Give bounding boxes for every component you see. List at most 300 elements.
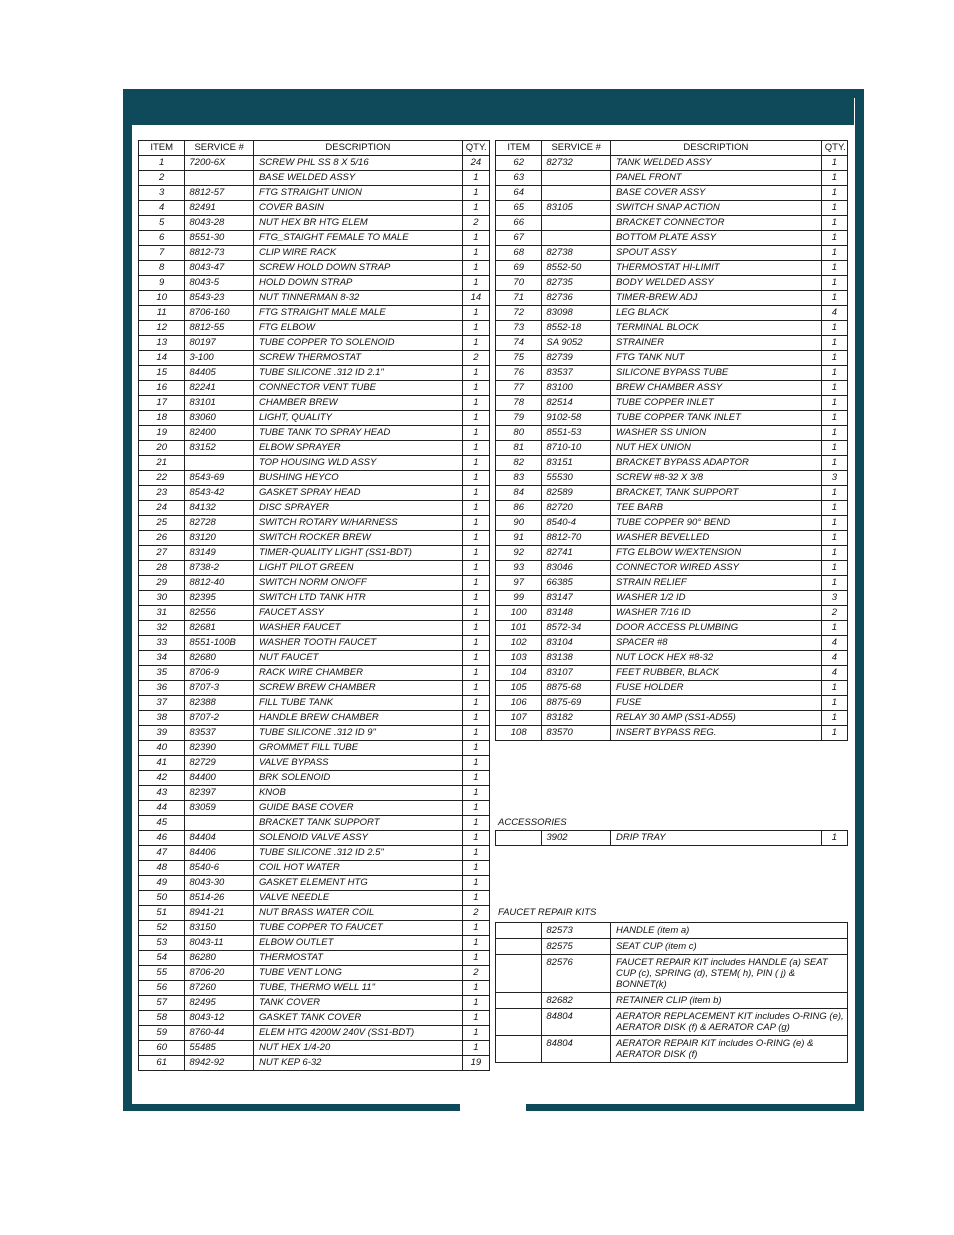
table-cell: 82729 [185, 756, 254, 771]
table-cell: 77 [496, 381, 542, 396]
table-cell: 1 [821, 576, 847, 591]
table-cell: STRAIN RELIEF [610, 576, 821, 591]
table-cell: 83570 [542, 726, 611, 741]
table-cell: 19 [462, 1056, 489, 1071]
table-cell [185, 816, 254, 831]
table-cell: WASHER TOOTH FAUCET [253, 636, 462, 651]
table-row [496, 396, 848, 411]
table-cell: 82388 [185, 696, 254, 711]
table-cell: 5 [139, 216, 185, 231]
table-cell: 60 [139, 1041, 185, 1056]
table-cell: FTG_STAIGHT FEMALE TO MALE [253, 231, 462, 246]
table-cell: KNOB [253, 786, 462, 801]
table-row [139, 966, 490, 981]
table-cell: 8875-69 [542, 696, 611, 711]
table-cell: SWITCH LTD TANK HTR [253, 591, 462, 606]
table-cell: GASKET ELEMENT HTG [253, 876, 462, 891]
table-cell: TIMER-BREW ADJ [610, 291, 821, 306]
table-cell: FUSE [610, 696, 821, 711]
table-cell: 1 [462, 1026, 489, 1041]
table-cell: DISC SPRAYER [253, 501, 462, 516]
table-cell: SCREW HOLD DOWN STRAP [253, 261, 462, 276]
table-cell: 8941-21 [185, 906, 254, 921]
table-cell: 35 [139, 666, 185, 681]
table-cell: 8552-50 [542, 261, 611, 276]
table-row [139, 1026, 490, 1041]
table-cell: 80197 [185, 336, 254, 351]
table-cell: LIGHT PILOT GREEN [253, 561, 462, 576]
table-row [139, 516, 490, 531]
table-cell: 59 [139, 1026, 185, 1041]
table-cell: 1 [462, 786, 489, 801]
table-cell: 8710-10 [542, 441, 611, 456]
table-cell: 1 [462, 981, 489, 996]
table-cell [496, 955, 542, 993]
table-cell: TIMER-QUALITY LIGHT (SS1-BDT) [253, 546, 462, 561]
table-cell: 67 [496, 231, 542, 246]
table-cell: 1 [821, 216, 847, 231]
table-cell: 1 [462, 891, 489, 906]
table-cell: 82735 [542, 276, 611, 291]
table-cell: NUT LOCK HEX #8-32 [610, 651, 821, 666]
table-cell: 84804 [542, 1009, 611, 1036]
table-cell: 1 [821, 546, 847, 561]
table-cell: 75 [496, 351, 542, 366]
table-cell: 82720 [542, 501, 611, 516]
table-cell: 1 [821, 291, 847, 306]
table-cell: 1 [821, 831, 847, 846]
table-cell: 3 [821, 471, 847, 486]
table-cell: 83100 [542, 381, 611, 396]
table-row [139, 486, 490, 501]
table-cell: 1 [821, 276, 847, 291]
table-cell: 83152 [185, 441, 254, 456]
table-cell: FTG ELBOW W/EXTENSION [610, 546, 821, 561]
table-cell: 4 [821, 636, 847, 651]
table-cell: 1 [462, 591, 489, 606]
table-cell [496, 1036, 542, 1063]
table-cell: 8707-2 [185, 711, 254, 726]
table-cell: SA 9052 [542, 336, 611, 351]
table-cell: 63 [496, 171, 542, 186]
table-cell: 55530 [542, 471, 611, 486]
table-row [139, 246, 490, 261]
table-cell: 2 [821, 606, 847, 621]
table-cell: 8706-20 [185, 966, 254, 981]
col-item: ITEM [139, 141, 185, 156]
table-cell: 24 [139, 501, 185, 516]
table-cell: ELEM HTG 4200W 240V (SS1-BDT) [253, 1026, 462, 1041]
table-cell: HANDLE BREW CHAMBER [253, 711, 462, 726]
table-cell: FAUCET REPAIR KIT includes HANDLE (a) SEAT CUP (c), SPRING (d), STEM( h), PIN ( j) & BONNET(k) [610, 955, 847, 993]
table-row [496, 261, 848, 276]
table-cell: 1 [462, 501, 489, 516]
table-cell: 16 [139, 381, 185, 396]
table-cell: 8543-23 [185, 291, 254, 306]
table-cell: BRACKET BYPASS ADAPTOR [610, 456, 821, 471]
table-cell: 81 [496, 441, 542, 456]
table-cell: 66385 [542, 576, 611, 591]
table-cell: 10 [139, 291, 185, 306]
table-cell: 1 [821, 531, 847, 546]
table-row [496, 321, 848, 336]
table-cell: 1 [821, 321, 847, 336]
table-row [496, 201, 848, 216]
table-row [496, 171, 848, 186]
table-cell: 1 [462, 561, 489, 576]
table-cell: FTG STRAIGHT MALE MALE [253, 306, 462, 321]
table-cell: 64 [496, 186, 542, 201]
table-cell: 28 [139, 561, 185, 576]
table-cell: FILL TUBE TANK [253, 696, 462, 711]
table-row [139, 156, 490, 171]
table-cell: 82241 [185, 381, 254, 396]
table-cell: 1 [462, 231, 489, 246]
table-cell: 51 [139, 906, 185, 921]
table-cell: 1 [462, 876, 489, 891]
table-row [139, 1041, 490, 1056]
table-cell: 1 [462, 336, 489, 351]
table-cell: 82680 [185, 651, 254, 666]
table-cell: 82400 [185, 426, 254, 441]
table-cell: 106 [496, 696, 542, 711]
table-cell: 1 [821, 561, 847, 576]
table-cell: STRAINER [610, 336, 821, 351]
table-cell: 8706-160 [185, 306, 254, 321]
table-cell: 9 [139, 276, 185, 291]
table-row [139, 936, 490, 951]
table-cell: 2 [462, 906, 489, 921]
table-cell: 84132 [185, 501, 254, 516]
table-cell: 8043-47 [185, 261, 254, 276]
table-row [139, 771, 490, 786]
table-cell: CHAMBER BREW [253, 396, 462, 411]
table-row [496, 246, 848, 261]
table-cell: BODY WELDED ASSY [610, 276, 821, 291]
table-cell: 83537 [542, 366, 611, 381]
col-service: SERVICE # [542, 141, 611, 156]
table-cell: LIGHT, QUALITY [253, 411, 462, 426]
table-cell: 108 [496, 726, 542, 741]
table-cell: THERMOSTAT [253, 951, 462, 966]
table-cell: 69 [496, 261, 542, 276]
table-row [139, 906, 490, 921]
table-cell: TUBE COPPER TANK INLET [610, 411, 821, 426]
table-cell: BOTTOM PLATE ASSY [610, 231, 821, 246]
table-cell: 66 [496, 216, 542, 231]
table-cell: 1 [821, 486, 847, 501]
table-cell: 1 [462, 276, 489, 291]
table-cell: 1 [462, 756, 489, 771]
table-cell: 2 [462, 351, 489, 366]
table-row [496, 486, 848, 501]
table-cell: 8514-26 [185, 891, 254, 906]
table-cell: 4 [821, 666, 847, 681]
table-cell: 84404 [185, 831, 254, 846]
table-cell: 44 [139, 801, 185, 816]
table-row [139, 711, 490, 726]
table-cell: 8043-12 [185, 1011, 254, 1026]
table-cell: 80 [496, 426, 542, 441]
table-cell: 1 [462, 996, 489, 1011]
table-cell: 72 [496, 306, 542, 321]
table-cell: NUT FAUCET [253, 651, 462, 666]
table-cell: 53 [139, 936, 185, 951]
table-cell: 84 [496, 486, 542, 501]
table-row [139, 201, 490, 216]
table-cell: CLIP WIRE RACK [253, 246, 462, 261]
table-cell: 1 [821, 186, 847, 201]
table-cell: 1 [821, 156, 847, 171]
table-cell: 8543-69 [185, 471, 254, 486]
table-row [496, 471, 848, 486]
table-row [496, 576, 848, 591]
table-row [139, 186, 490, 201]
table-cell: 1 [462, 606, 489, 621]
table-cell: GASKET TANK COVER [253, 1011, 462, 1026]
table-cell: SCREW BREW CHAMBER [253, 681, 462, 696]
table-cell: 41 [139, 756, 185, 771]
col-qty: QTY. [821, 141, 847, 156]
table-cell: 52 [139, 921, 185, 936]
table-cell: 1 [462, 381, 489, 396]
table-cell: 1 [462, 771, 489, 786]
table-row [496, 591, 848, 606]
table-row [139, 441, 490, 456]
table-row [139, 591, 490, 606]
table-cell: NUT KEP 6-32 [253, 1056, 462, 1071]
table-cell: 1 [462, 471, 489, 486]
table-cell: 8812-57 [185, 186, 254, 201]
table-cell: TUBE COPPER INLET [610, 396, 821, 411]
table-cell: 31 [139, 606, 185, 621]
table-cell: 8812-70 [542, 531, 611, 546]
table-cell: 36 [139, 681, 185, 696]
table-cell: 48 [139, 861, 185, 876]
table-cell: 8760-44 [185, 1026, 254, 1041]
table-cell: 1 [462, 636, 489, 651]
table-cell: 56 [139, 981, 185, 996]
table-row [496, 651, 848, 666]
table-cell: 83182 [542, 711, 611, 726]
table-cell: 78 [496, 396, 542, 411]
table-cell: 30 [139, 591, 185, 606]
table-cell: 83101 [185, 396, 254, 411]
table-cell: SEAT CUP (item c) [610, 939, 847, 955]
table-cell: 42 [139, 771, 185, 786]
table-cell: TUBE SILICONE .312 ID 2.5" [253, 846, 462, 861]
table-cell: 82739 [542, 351, 611, 366]
table-cell: 84405 [185, 366, 254, 381]
table-cell: SCREW #8-32 X 3/8 [610, 471, 821, 486]
table-row [139, 831, 490, 846]
table-row [139, 411, 490, 426]
table-cell: 8551-100B [185, 636, 254, 651]
faucet-kits-table [495, 922, 848, 1063]
table-cell: 87260 [185, 981, 254, 996]
table-cell: 83098 [542, 306, 611, 321]
table-cell: 2 [462, 966, 489, 981]
table-cell: FTG TANK NUT [610, 351, 821, 366]
table-cell: 6 [139, 231, 185, 246]
table-row [139, 546, 490, 561]
table-cell: ELBOW SPRAYER [253, 441, 462, 456]
table-cell: 93 [496, 561, 542, 576]
table-cell: 99 [496, 591, 542, 606]
table-cell: 1 [462, 201, 489, 216]
table-cell: 1 [821, 726, 847, 741]
table-cell: 83138 [542, 651, 611, 666]
table-cell: 33 [139, 636, 185, 651]
table-cell: 50 [139, 891, 185, 906]
table-cell: 27 [139, 546, 185, 561]
table-row [496, 156, 848, 171]
table-row [496, 1009, 848, 1036]
table-cell: 8552-18 [542, 321, 611, 336]
table-cell: 84804 [542, 1036, 611, 1063]
table-row [496, 336, 848, 351]
table-cell: INSERT BYPASS REG. [610, 726, 821, 741]
table-cell: RACK WIRE CHAMBER [253, 666, 462, 681]
table-cell: 82738 [542, 246, 611, 261]
table-row [139, 1056, 490, 1071]
table-cell [542, 186, 611, 201]
table-cell: 8812-55 [185, 321, 254, 336]
table-cell: VALVE BYPASS [253, 756, 462, 771]
table-cell: 1 [462, 741, 489, 756]
table-cell: 3-100 [185, 351, 254, 366]
table-cell: 11 [139, 306, 185, 321]
table-cell [542, 231, 611, 246]
table-cell: 1 [821, 501, 847, 516]
table-row [496, 1036, 848, 1063]
table-cell: SWITCH SNAP ACTION [610, 201, 821, 216]
table-cell [496, 939, 542, 955]
table-cell: 83537 [185, 726, 254, 741]
table-cell: TEE BARB [610, 501, 821, 516]
header-bar [132, 98, 854, 125]
table-row [496, 381, 848, 396]
table-cell: 92 [496, 546, 542, 561]
table-row [496, 923, 848, 939]
table-cell: 18 [139, 411, 185, 426]
table-cell: TUBE TANK TO SPRAY HEAD [253, 426, 462, 441]
table-cell: 107 [496, 711, 542, 726]
table-cell: PANEL FRONT [610, 171, 821, 186]
table-cell: 1 [462, 486, 489, 501]
table-row [139, 801, 490, 816]
footer-bar-left [123, 1104, 460, 1111]
parts-table-left [138, 140, 490, 1071]
table-cell: 83150 [185, 921, 254, 936]
table-cell: 29 [139, 576, 185, 591]
table-row [139, 816, 490, 831]
table-cell: BRACKET CONNECTOR [610, 216, 821, 231]
table-cell [185, 456, 254, 471]
table-row [139, 381, 490, 396]
table-row [496, 516, 848, 531]
table-row [139, 426, 490, 441]
table-cell: 62 [496, 156, 542, 171]
table-cell: 65 [496, 201, 542, 216]
table-cell: TANK COVER [253, 996, 462, 1011]
table-cell: FTG STRAIGHT UNION [253, 186, 462, 201]
table-row [139, 306, 490, 321]
table-cell: 83147 [542, 591, 611, 606]
table-row [496, 501, 848, 516]
table-cell: TUBE COPPER TO FAUCET [253, 921, 462, 936]
table-cell: COIL HOT WATER [253, 861, 462, 876]
table-cell: ELBOW OUTLET [253, 936, 462, 951]
table-row [496, 216, 848, 231]
table-cell: 23 [139, 486, 185, 501]
table-cell: AERATOR REPAIR KIT includes O-RING (e) & AERATOR DISK (f) [610, 1036, 847, 1063]
table-cell: BASE WELDED ASSY [253, 171, 462, 186]
table-row [496, 939, 848, 955]
table-row [139, 891, 490, 906]
table-row [139, 336, 490, 351]
table-cell: 8 [139, 261, 185, 276]
table-row [496, 306, 848, 321]
table-cell: 1 [821, 231, 847, 246]
table-cell: GUIDE BASE COVER [253, 801, 462, 816]
col-description: DESCRIPTION [253, 141, 462, 156]
table-cell: 20 [139, 441, 185, 456]
table-cell: 17 [139, 396, 185, 411]
table-cell: DRIP TRAY [610, 831, 821, 846]
table-cell: 1 [462, 1011, 489, 1026]
table-cell: 1 [462, 321, 489, 336]
table-cell: 82 [496, 456, 542, 471]
table-cell: 82741 [542, 546, 611, 561]
table-cell: SWITCH ROCKER BREW [253, 531, 462, 546]
table-cell: NUT HEX 1/4-20 [253, 1041, 462, 1056]
table-row [496, 276, 848, 291]
table-row [496, 366, 848, 381]
col-description: DESCRIPTION [610, 141, 821, 156]
table-cell: 82682 [542, 993, 611, 1009]
table-cell: 46 [139, 831, 185, 846]
table-cell: 70 [496, 276, 542, 291]
table-cell: 76 [496, 366, 542, 381]
table-cell: 1 [462, 1041, 489, 1056]
table-cell: 32 [139, 621, 185, 636]
table-cell: TUBE SILICONE .312 ID 9" [253, 726, 462, 741]
table-row [496, 831, 848, 846]
table-cell: 8707-3 [185, 681, 254, 696]
table-cell [496, 831, 542, 846]
table-row [139, 636, 490, 651]
table-cell: 82575 [542, 939, 611, 955]
table-cell: 58 [139, 1011, 185, 1026]
table-row [139, 741, 490, 756]
accessories-label: ACCESSORIES [498, 817, 567, 828]
table-cell: 1 [462, 456, 489, 471]
table-cell: BRK SOLENOID [253, 771, 462, 786]
table-cell: RETAINER CLIP (item b) [610, 993, 847, 1009]
table-cell: 1 [462, 306, 489, 321]
table-cell: 83149 [185, 546, 254, 561]
table-cell: TERMINAL BLOCK [610, 321, 821, 336]
table-cell: 1 [462, 366, 489, 381]
table-cell: 1 [821, 201, 847, 216]
table-cell: FTG ELBOW [253, 321, 462, 336]
table-cell: 83107 [542, 666, 611, 681]
table-cell: 55485 [185, 1041, 254, 1056]
table-cell: 101 [496, 621, 542, 636]
table-row [139, 456, 490, 471]
table-cell: TUBE, THERMO WELL 11" [253, 981, 462, 996]
